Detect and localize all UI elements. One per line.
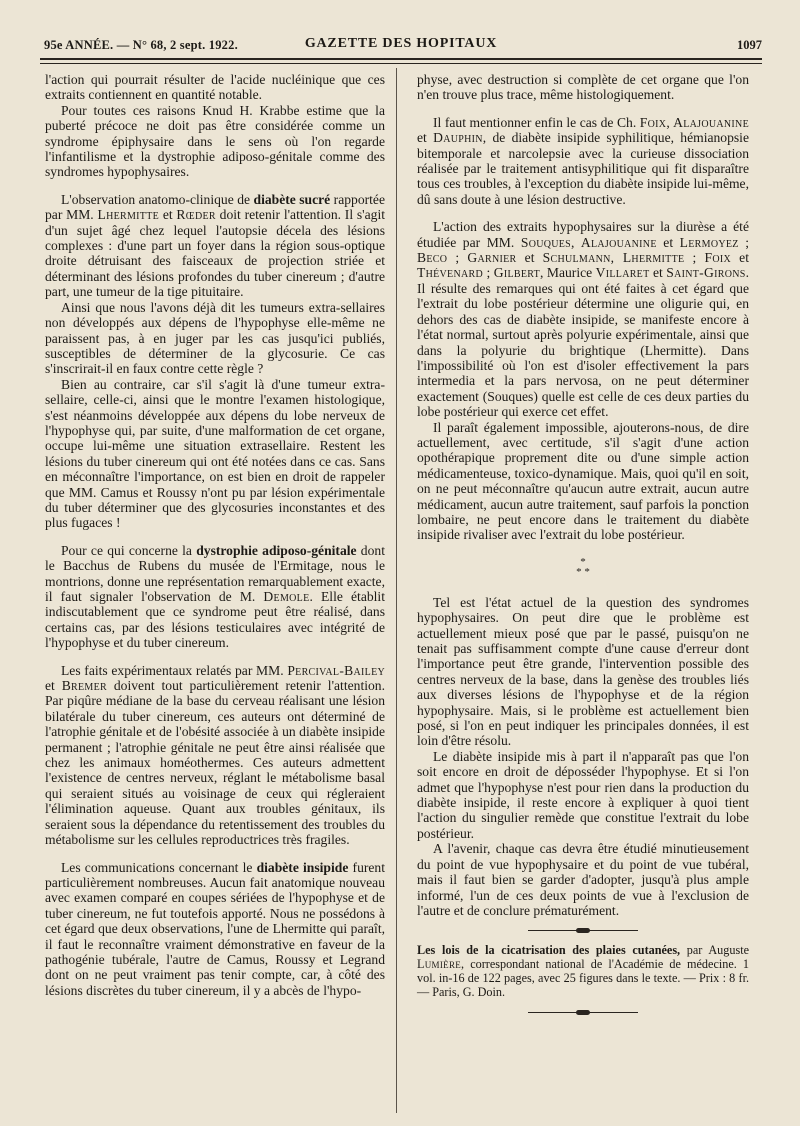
journal-title: GAZETTE DES HOPITAUX xyxy=(304,36,498,51)
paragraph: Bien au contraire, car s'il s'agit là d'une tumeur extra-sellaire, celle-ci, ainsi que le montre l'examen histologique, s'est néanmoins développée aux dépens du lobe nerveux de l'hypophyse qui, par suite, d'une malformation de cet organe, occupe lui-même une situation extrasellaire. Restent les lésions du tuber cinereum qui ont été notées dans ce cas. Sans en méconnaître l'importance, on est bien en droit de rappeler que MM. Camus et Roussy n'ont pu par lésion expérimentale du tuber déterminer que des glycosuries inconstantes et des plus fugaces ! xyxy=(45,376,385,531)
paragraph: Il paraît également impossible, ajouterons-nous, de dire actuellement, avec certitude, s'il s'agit d'une action opothérapique proprement dite ou d'une simple action médicamenteuse, toxico-dynamique. Mais, quoi qu'il en soit, on ne peut méconnaître qu'aucun autre extrait, aucun autre médicament, aucun autre traitement, sauf parfois la ponction lombaire, ne peut encore dans le traitement du diabète insipide rivaliser avec l'extrait du lobe postérieur. xyxy=(417,419,749,543)
right-column xyxy=(417,72,749,1026)
paragraph: L'observation anatomo-clinique de diabète sucré rapportée par MM. Lhermitte et Rœder doit retenir l'attention. Il s'agit d'un sujet âgé chez lequel l'autopsie décela des lésions complexes : d'une part un foyer dans la région sous-optique droite détruisant des faisceaux de projection striée et déterminant des lésions profondes du tuber cinereum ; d'autre part, une tumeur de la tige pituitaire. xyxy=(45,191,386,300)
column-divider xyxy=(396,68,397,1113)
paragraph: A l'avenir, chaque cas devra être étudié minutieusement du point de vue hypophysaire et du point de vue tubéral, mais il faut bien se garder d'adopter, jusqu'à plus ample informé, l'un de ces deux points de vue à l'exclusion de l'autre et de conclure prématurément. xyxy=(417,841,749,918)
page-number: 1097 xyxy=(737,38,762,52)
header-rule-thin xyxy=(40,63,762,64)
paragraph: Tel est l'état actuel de la question des syndromes hypophysaires. On peut dire que le problème est actuellement mieux posé que par le passé, puisqu'on ne tenait pas suffisamment compte d'une cause d'erreur dont l'importance peut être grande, l'intervention possible des centres nerveux de la base, dans la genèse des troubles liés aux diverses lésions de l'hypophyse et de la région hypophysaire. Mais, si le problème est actuellement bien posé, si l'on en peut indiquer les principales données, il est loin d'être résolu. xyxy=(417,594,749,749)
paragraph: physe, avec destruction si complète de cet organe que l'on n'en trouve plus trace, même histologiquement. xyxy=(417,72,749,103)
paragraph: Le diabète insipide mis à part il n'apparaît pas que l'on soit encore en droit de déposséder l'hypophyse. Et si l'on admet que l'hypophyse n'est pour rien dans la production du diabète insipide, il reste encore à expliquer à quoi tient l'action du singulier remède que constitue l'extrait du lobe postérieur. xyxy=(417,748,749,841)
paragraph: Pour toutes ces raisons Knud H. Krabbe estime que la puberté précoce ne doit pas être considérée comme un syndrome épiphysaire dans le sens où l'on regarde l'infantilisme et la dystrophie adiposo-génitale comme des syndromes hypophysaires. xyxy=(45,102,385,180)
section-asterism: * * * xyxy=(576,555,590,578)
section-divider xyxy=(528,1010,638,1016)
paragraph: Il faut mentionner enfin le cas de Ch. Foix, Alajouanine et Dauphin, de diabète insipide syphilitique, hémianopsie bitemporale et narcolepsie avec la curieuse dissociation réalisée par le traitement antisyphilitique qui fit disparaître tous ces troubles, à l'exception du diabète insipide lui-même, dû sans doute à une lésion destructive. xyxy=(417,114,749,207)
issue-info: 95e ANNÉE. — N° 68, 2 sept. 1922. xyxy=(44,38,238,52)
paragraph: Pour ce qui concerne la dystrophie adiposo-génitale dont le Bacchus de Rubens du musée de l'Ermitage, nous le montrions, donne une représentation remarquablement exacte, il faut signaler l'observation de M. Demole. Elle établit indiscutablement que ce syndrome peut être réalisé, dans certains cas, par des lésions testiculaires avec intégrité de l'hypophyse et du tuber cinereum. xyxy=(45,542,385,651)
paragraph: Les communications concernant le diabète insipide furent particulièrement nombreuses. Aucun fait anatomique nouveau avec examen comparé en coupes sériées de l'hypophyse et de tuber cinereum, ne fut toutefois apporté. Nous ne possédons à cet égard que deux observations, l'une de Lhermitte qui paraît, il faut le reconnaître vraiment démonstrative en faveur de la pathogénie tubérale, l'autre de Camus, Roussy et Legrand dont on ne peut vraiment pas tenir compte, car, à côté des lésions discrètes du tuber cinereum, il y a abcès de l'hypo- xyxy=(45,859,385,998)
book-notice: Les lois de la cicatrisation des plaies cutanées, par Auguste Lumière, correspondant national de l'Académie de médecine. 1 vol. in-16 de 122 pages, avec 25 figures dans le texte. — Prix : 8 fr. — Paris, G. Doin. xyxy=(417,943,749,999)
running-header xyxy=(40,36,762,56)
header-rule-thick xyxy=(40,58,762,60)
left-column xyxy=(45,72,385,998)
section-divider xyxy=(528,928,638,934)
paragraph: L'action des extraits hypophysaires sur la diurèse a été étudiée par MM. Souques, Alajouanine et Lermoyez ; Beco ; Garnier et Schulmann, Lhermitte ; Foix et Thévenard ; Gilbert, Maurice Villaret et Saint-Girons. Il résulte des remarques qui ont été faites à cet égard que l'extrait du lobe postérieur détermine une oligurie qui, en dehors des cas de diabète insipide, se manifeste encore à l'état normal, surtout après polyurie expérimentale, ainsi que dans la polyurie du brightique (Lhermitte). Dans l'impossibilité où l'on est d'isoler effectivement la pars intermedia et la pars nervosa, on ne peut déterminer exactement (Souques) quelle est celle de ces deux parties du lobe postérieur qui exerce cet effet. xyxy=(417,219,750,420)
paragraph: Les faits expérimentaux relatés par MM. Percival-Bailey et Bremer doivent tout particulièrement retenir l'attention. Par piqûre médiane de la base du cerveau réalisant une lésion bilatérale du tuber cinereum, ces auteurs ont déterminé de l'atrophie génitale et de l'obésité associée à un diabète insipide permanent ; l'atrophie génitale ne peut être ainsi réalisée que chez les animaux homéothermes. Ces auteurs admettent l'existence de centres nerveux, réglant le métabolisme basal qui seraient situés au voisinage de ceux qui régleraient l'élimination aqueuse. Quant aux troubles génitaux, ils seraient sous la dépendance du retentissement des troubles du métabolisme sur les cellules reproductrices très fragiles. xyxy=(45,662,385,848)
paragraph: l'action qui pourrait résulter de l'acide nucléinique que ces extraits contiennent en quantité notable. xyxy=(45,72,385,103)
paragraph: Ainsi que nous l'avons déjà dit les tumeurs extra-sellaires non développés aux dépens de l'hypophyse elle-même ne paraissent pas, à en juger par les cas jusqu'ici publiés, susceptibles de déterminer de la glycosurie. Ce cas s'inscrirait-il en faux contre cette règle ? xyxy=(45,299,385,377)
